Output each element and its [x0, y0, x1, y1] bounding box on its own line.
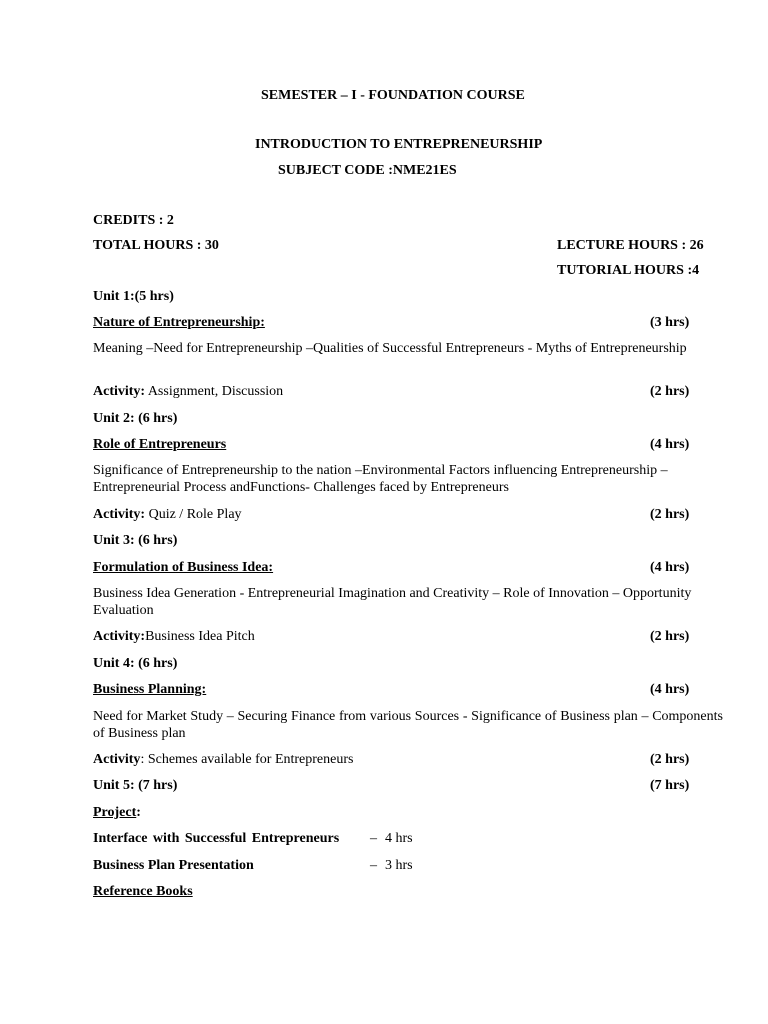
unit-1-content: Meaning –Need for Entrepreneurship –Qualities of Successful Entrepreneurs - Myths of Entrepreneurship — [93, 341, 687, 356]
project-label: Project — [93, 805, 137, 820]
total-hours: TOTAL HOURS : 30 — [93, 238, 219, 253]
unit-2-activity-text: Quiz / Role Play — [145, 507, 242, 522]
unit-2-activity-label: Activity: — [93, 507, 146, 522]
unit-1-activity-hours: (2 hrs) — [650, 384, 690, 399]
unit-1-topic-title: Nature of Entrepreneurship: — [93, 315, 265, 330]
project-heading — [93, 804, 141, 821]
unit-2-activity — [93, 506, 242, 523]
project-item-1-hours: 4 hrs — [385, 831, 413, 846]
project-item-2-dash: – — [370, 858, 377, 873]
unit-2-content: Significance of Entrepreneurship to the nation –Environmental Factors influencing Entrepreneurship – Entrepreneurial Process andFunctions- Challenges faced by Entrepreneurs — [93, 463, 668, 495]
unit-4-content: Need for Market Study – Securing Finance from various Sources - Significance of Business plan – Components of Business plan — [93, 709, 723, 741]
unit-4-label: Unit 4: (6 hrs) — [93, 656, 178, 671]
unit-4-activity-label: Activity — [93, 752, 141, 767]
unit-4-topic-hours: (4 hrs) — [650, 682, 690, 697]
unit-3-activity-label: Activity: — [93, 629, 146, 644]
unit-1-activity — [93, 383, 283, 400]
project-item-1-label: Interface with Successful Entrepreneurs — [93, 831, 340, 846]
unit-3-activity-hours: (2 hrs) — [650, 629, 690, 644]
unit-1-activity-text: Assignment, Discussion — [145, 384, 284, 399]
semester-heading: SEMESTER – I - FOUNDATION COURSE — [261, 88, 525, 103]
unit-1-activity-label: Activity: — [93, 384, 146, 399]
unit-3-activity-text: Business Idea Pitch — [145, 629, 255, 644]
unit-4-activity-text: : Schemes available for Entrepreneurs — [140, 752, 354, 767]
unit-2-label: Unit 2: (6 hrs) — [93, 411, 178, 426]
unit-5-label: Unit 5: (7 hrs) — [93, 778, 178, 793]
reference-books-heading: Reference Books — [93, 884, 193, 899]
unit-4-topic-title: Business Planning: — [93, 682, 207, 697]
unit-1-topic-hours: (3 hrs) — [650, 315, 690, 330]
project-item-2-hours: 3 hrs — [385, 858, 413, 873]
project-item-2-label: Business Plan Presentation — [93, 858, 254, 873]
unit-3-activity — [93, 628, 255, 645]
unit-5-hours: (7 hrs) — [650, 778, 690, 793]
project-colon: : — [136, 805, 141, 820]
unit-2-topic-hours: (4 hrs) — [650, 437, 690, 452]
unit-1-label: Unit 1:(5 hrs) — [93, 289, 174, 304]
lecture-hours: LECTURE HOURS : 26 — [557, 238, 704, 253]
unit-4-activity — [93, 751, 353, 768]
tutorial-hours: TUTORIAL HOURS :4 — [557, 263, 700, 278]
unit-4-activity-hours: (2 hrs) — [650, 752, 690, 767]
unit-2-activity-hours: (2 hrs) — [650, 507, 690, 522]
unit-3-content: Business Idea Generation - Entrepreneurial Imagination and Creativity – Role of Innovation – Opportunity Evaluation — [93, 586, 692, 618]
project-item-1-dash: – — [370, 831, 377, 846]
unit-2-topic-title: Role of Entrepreneurs — [93, 437, 227, 452]
unit-3-topic-title: Formulation of Business Idea: — [93, 560, 274, 575]
course-title: INTRODUCTION TO ENTREPRENEURSHIP — [255, 137, 543, 152]
unit-3-label: Unit 3: (6 hrs) — [93, 533, 178, 548]
unit-3-topic-hours: (4 hrs) — [650, 560, 690, 575]
credits: CREDITS : 2 — [93, 213, 174, 228]
subject-code: SUBJECT CODE :NME21ES — [278, 163, 457, 178]
